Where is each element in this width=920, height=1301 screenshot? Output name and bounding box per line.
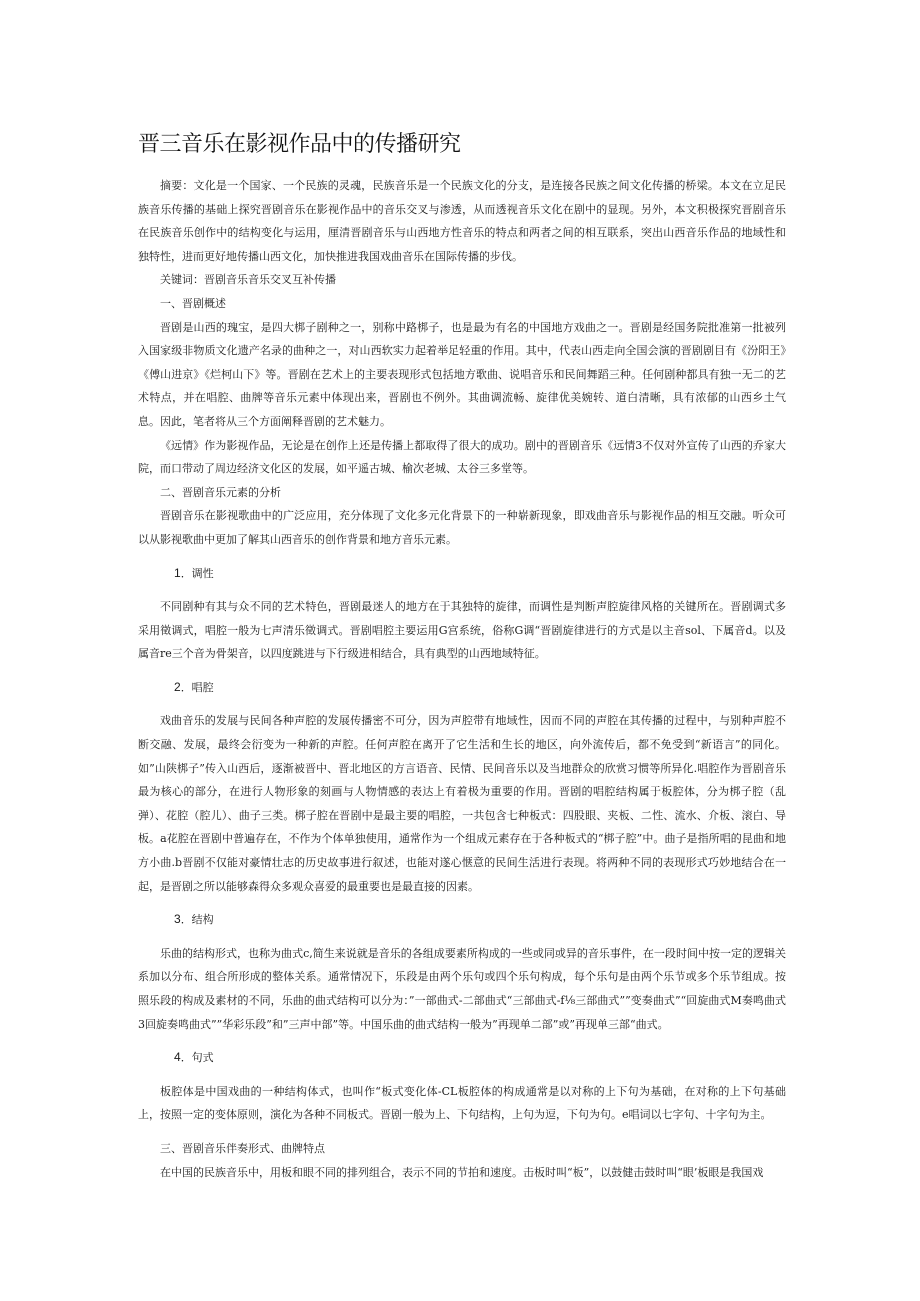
paragraph: 在中国的民族音乐中，用板和眼不同的排列组合，表示不同的节拍和速度。击板时叫“板”，以鼓健击鼓时叫“眼’板眼是我国戏 [160,1165,764,1179]
paragraph: 不同剧种有其与众不同的艺术特色，晋剧最迷人的地方在于其独特的旋律，而调性是判断声腔旋律风格的关键所在。晋剧调式多采用徵调式，唱腔一般为七声清乐徵调式。晋剧唱腔主要运用G宫系统，俗称G调“晋剧旋律进行的方式是以主音sol、下属音d。以及属音re三个音为骨架音，以四度跳进与下行级进相结合，具有典型的山西地域特征。 [138,600,786,661]
paragraph: 戏曲音乐的发展与民间各种声腔的发展传播密不可分，因为声腔带有地域性，因而不同的声腔在其传播的过程中，与别种声腔不断交融、发展，最终会衍变为一种新的声腔。任何声腔在离开了它生活和生长的地区，向外流传后，都不免受到“新语言”的同化。如”山陕梆子”传入山西后，逐渐被晋中、晋北地区的方言语音、民情、民间音乐以及当地群众的欣赏习惯等所异化.唱腔作为晋剧音乐最为核心的部分，在进行人物形象的刻画与人物情感的表达上有着极为重要的作用。晋剧的唱腔结构属于板腔体，分为梆子腔（乱弹）、花腔（腔儿）、曲子三类。梆子腔在晋剧中是最主要的唱腔，一共包含七种板式：四股眼、夹板、二性、流水、介板、滚白、导板。a花腔在晋剧中普遍存在，不作为个体单独使用，通常作为一个组成元素存在于各种板式的“梆子腔”中。曲子是指所唱的昆曲和地方小曲.b晋剧不仅能对豪情壮志的历史故事进行叙述，也能对遂心惬意的民间生活进行表现。将两种不同的表现形式巧妙地结合在一起，是晋剧之所以能够森得众多观众喜爱的最重要也是最直接的因素。 [138,714,786,893]
paragraph: 晋剧是山西的瑰宝，是四大梆子剧种之一，别称中路梆子，也是最为有名的中国地方戏曲之一。晋剧是经国务院批准第一批被列入国家级非物质文化遗产名录的曲种之一，对山西软实力起着举足轻重的作用。其中，代表山西走向全国会演的晋剧剧目有《汾阳王》《傅山进京》《烂柯山下》等。晋剧在艺术上的主要表现形式包括地方歌曲、说唱音乐和民间舞蹈三种。任何剧种都具有独一无二的艺术特点，并在唱腔、曲牌等音乐元素中体现出来，晋剧也不例外。其曲调流畅、旋律优美婉转、道白清晰，具有浓郁的山西乡土气息。因此，笔者将从三个方面阐释晋剧的艺术魅力。 [138,320,786,428]
paragraph: 《远情》作为影视作品，无论是在创作上还是传播上都取得了很大的成功。剧中的晋剧音乐《远情3不仅对外宣传了山西的乔家大院，而口带动了周边经济文化区的发展，如平遥古城、榆次老城、太谷三多堂等。 [138,438,786,476]
paragraph: 乐曲的结构形式，也称为曲式c,简生来说就是音乐的各组成要素所构成的一些或同或异的音乐事件，在一段时间中按一定的逻辑关系加以分布、组合所形成的整体关系。通常情况下，乐段是由两个乐句或四个乐句构成，每个乐句是由两个乐节或多个乐节组成。按照乐段的构成及素材的不同，乐曲的曲式结构可以分为：”一部曲式-二部曲式“三部曲式-f⅛三部曲式””变奏曲式”“回旋曲式M奏鸣曲式3回旋奏鸣曲式””华彩乐段”和”三声中部”等。中国乐曲的曲式结构一般为”再现单二部”或”再现单三部“曲式。 [138,946,786,1031]
subsection-heading-2: 2．唱腔 [174,679,214,694]
abstract: 摘要：文化是一个国家、一个民族的灵魂，民族音乐是一个民族文化的分支，是连接各民族之间文化传播的桥梁。本文在立足民族音乐传播的基础上探究晋剧音乐在影视作品中的音乐交叉与渗透，从而透视音乐文化在剧中的显现。另外，本文积极探究晋剧音乐在民族音乐创作中的结构变化与运用，厘清晋剧音乐与山西地方性音乐的特点和两者之间的相互联系，突出山西音乐作品的地域性和独特性，进而更好地传播山西文化，加快推进我国戏曲音乐在国际传播的步伐。 [138,179,786,263]
section-heading-1: 一、晋剧概述 [160,296,226,310]
subsection-heading-3: 3．结构 [174,912,214,927]
article-body [138,174,786,1184]
section-heading-3: 三、晋剧音乐伴奏形式、曲牌特点 [160,1141,325,1155]
subsection-heading-1: 1．调性 [174,565,214,580]
paragraph: 板腔体是中国戏曲的一种结构体式，也叫作“板式变化体-CL板腔体的构成通常是以对称的上下句为基础，在对称的上下句基础上，按照一定的变体原则，演化为各种不同板式。晋剧一般为上、下句结构，上句为逗，下句为句。e唱词以七字句、十字句为主。 [138,1084,786,1122]
subsection-heading-4: 4．句式 [174,1050,214,1065]
keywords: 关键词：晋剧音乐音乐交叉互补传播 [160,273,336,287]
section-heading-2: 二、晋剧音乐元素的分析 [160,485,281,499]
page-title: 晋三音乐在影视作品中的传播研究 [138,132,461,157]
paragraph: 晋剧音乐在影视歌曲中的广泛应用，充分体现了文化多元化背景下的一种崭新现象，即戏曲音乐与影视作品的相互交融。听众可以从影视歌曲中更加了解其山西音乐的创作背景和地方音乐元素。 [138,509,786,546]
